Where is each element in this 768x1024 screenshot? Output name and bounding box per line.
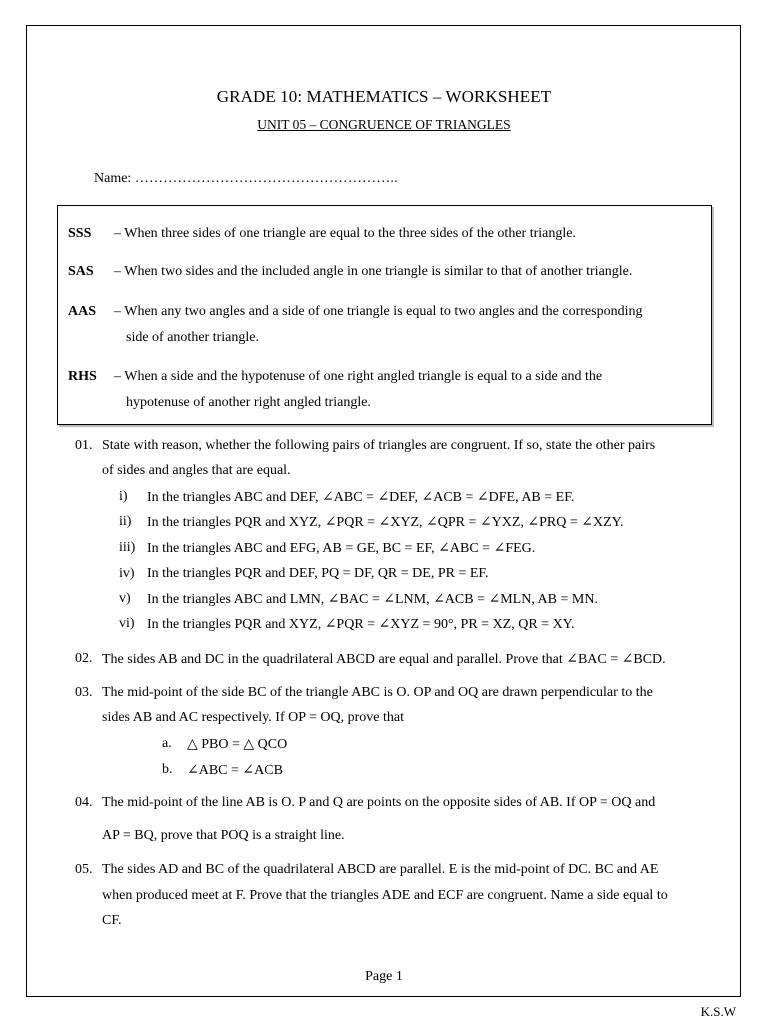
question-text: AP = BQ, prove that POQ is a straight line. [102,828,345,843]
question-number: 05. [75,862,93,877]
sub-question-letter: a. [162,736,172,751]
sub-question-text: In the triangles PQR and DEF, PQ = DF, QR = DE, PR = EF. [147,566,489,581]
sub-question-number: v) [119,591,131,606]
sub-question-number: ii) [119,514,132,529]
name-field[interactable] [94,171,398,187]
sub-question-text: In the triangles ABC and EFG, AB = GE, BC = EF, ∠ABC = ∠FEG. [147,541,536,556]
definition-text-cont: hypotenuse of another right angled triangle. [126,395,371,410]
definition-abbr: SAS [68,264,94,279]
definition-abbr: RHS [68,369,97,384]
question-text: of sides and angles that are equal. [102,463,291,478]
definition-text: – When two sides and the included angle in one triangle is similar to that of another triangle. [114,264,633,279]
unit-subtitle: UNIT 05 – CONGRUENCE OF TRIANGLES [257,117,511,132]
definition-abbr: AAS [68,304,97,319]
question-number: 03. [75,685,93,700]
sub-question-number: iv) [119,566,135,581]
sub-question-text: ∠ABC = ∠ACB [187,763,283,778]
sub-question-text: In the triangles ABC and LMN, ∠BAC = ∠LNM, ∠ACB = ∠MLN, AB = MN. [147,592,598,607]
sub-question-text: △ PBO = △ QCO [187,737,288,752]
definition-abbr: SSS [68,226,92,241]
page-number: Page 1 [365,969,403,984]
definition-text: – When three sides of one triangle are equal to the three sides of the other triangle. [114,226,576,241]
question-number: 02. [75,651,93,666]
question-text: when produced meet at F. Prove that the triangles ADE and ECF are congruent. Name a side equal to [102,888,668,903]
definition-text: – When any two angles and a side of one triangle is equal to two angles and the corresponding [114,304,643,319]
sub-question-text: In the triangles ABC and DEF, ∠ABC = ∠DEF, ∠ACB = ∠DFE, AB = EF. [147,490,575,505]
sub-question-text: In the triangles PQR and XYZ, ∠PQR = ∠XYZ = 90°, PR = XZ, QR = XY. [147,617,575,632]
question-text: State with reason, whether the following pairs of triangles are congruent. If so, state the other pairs [102,438,656,453]
sub-question-number: vi) [119,616,135,631]
worksheet-title: GRADE 10: MATHEMATICS – WORKSHEET [216,87,552,106]
sub-question-number: iii) [119,540,136,555]
question-text: The sides AB and DC in the quadrilateral ABCD are equal and parallel. Prove that ∠BAC = ∠BCD. [102,652,666,667]
name-label: Name: [94,171,132,186]
sub-question-letter: b. [162,762,173,777]
question-text: The sides AD and BC of the quadrilateral ABCD are parallel. E is the mid-point of DC. BC and AE [102,862,659,877]
author-initials: K.S.W [700,1004,736,1019]
question-text: CF. [102,913,122,928]
name-dots: ……………………………………………….. [134,171,398,186]
question-text: sides AB and AC respectively. If OP = OQ, prove that [102,710,404,725]
question-number: 01. [75,438,93,453]
question-number: 04. [75,795,93,810]
definition-text-cont: side of another triangle. [126,330,259,345]
definitions-box [57,205,712,425]
definition-text: – When a side and the hypotenuse of one right angled triangle is equal to a side and the [114,369,603,384]
question-text: The mid-point of the side BC of the triangle ABC is O. OP and OQ are drawn perpendicular to the [102,685,653,700]
question-text: The mid-point of the line AB is O. P and Q are points on the opposite sides of AB. If OP = OQ and [102,795,656,810]
sub-question-text: In the triangles PQR and XYZ, ∠PQR = ∠XYZ, ∠QPR = ∠YXZ, ∠PRQ = ∠XZY. [147,515,624,530]
sub-question-number: i) [119,489,128,504]
